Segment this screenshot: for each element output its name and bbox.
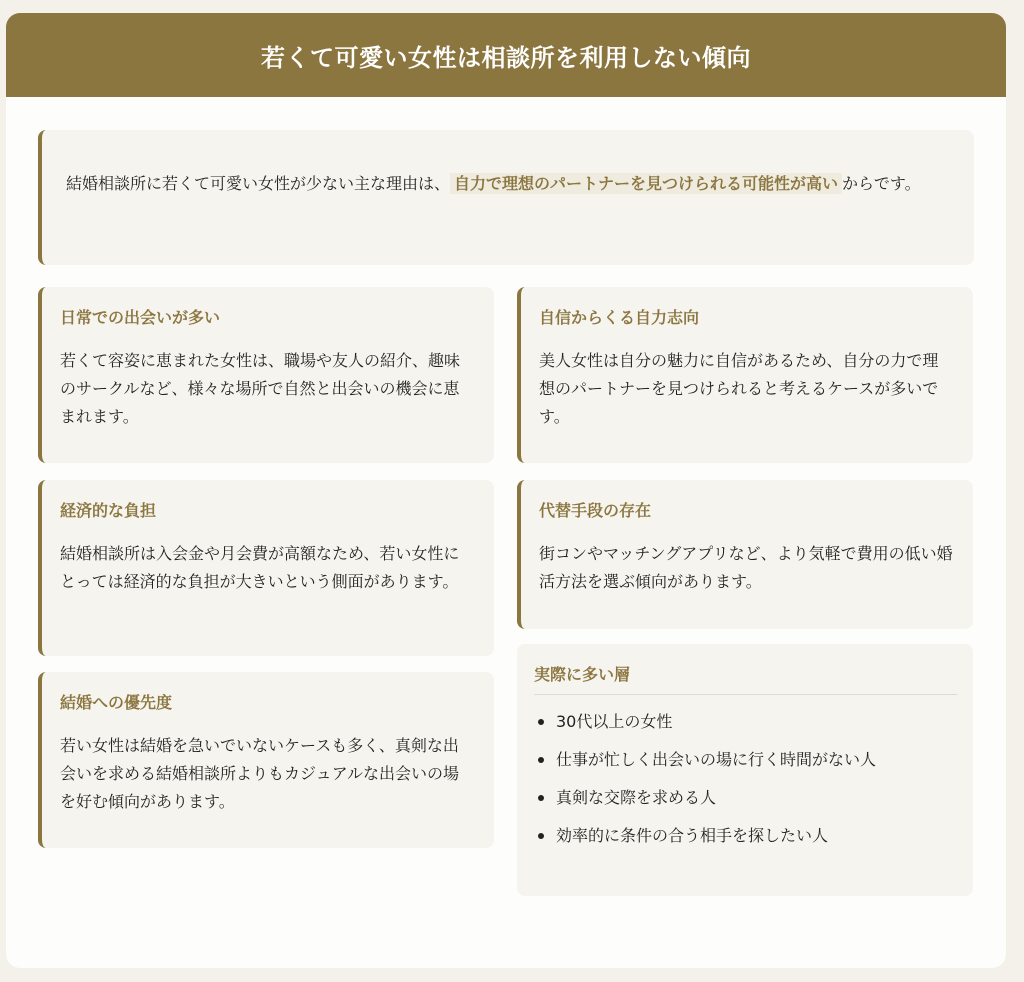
card-financial-burden bbox=[38, 480, 494, 656]
card-body: 若くて容姿に恵まれた女性は、職場や友人の紹介、趣味のサークルなど、様々な場所で自然と出会いの機会に恵まれます。 bbox=[60, 351, 461, 426]
card-body: 美人女性は自分の魅力に自信があるため、自分の力で理想のパートナーを見つけられると考えるケースが多いです。 bbox=[539, 351, 939, 426]
card-body: 結婚相談所は入会金や月会費が高額なため、若い女性にとっては経済的な負担が大きいという側面があります。 bbox=[60, 544, 460, 591]
intro-text-before: 結婚相談所に若くて可愛い女性が少ない主な理由は、 bbox=[66, 174, 451, 193]
list-item: 仕事が忙しく出会いの場に行く時間がない人 bbox=[534, 749, 957, 771]
card-self-reliance bbox=[517, 287, 973, 463]
card-title: 代替手段の存在 bbox=[539, 501, 652, 520]
card-alternatives bbox=[517, 480, 973, 629]
card-title: 自信からくる自力志向 bbox=[539, 308, 700, 327]
intro-box bbox=[38, 130, 974, 265]
card-title: 結婚への優先度 bbox=[60, 693, 173, 712]
list-item: 30代以上の女性 bbox=[534, 711, 957, 733]
header-banner bbox=[6, 13, 1006, 97]
page-title: 若くて可愛い女性は相談所を利用しない傾向 bbox=[261, 43, 751, 72]
card-common-members bbox=[517, 644, 973, 896]
content-panel bbox=[6, 13, 1006, 968]
card-body: 街コンやマッチングアプリなど、より気軽で費用の低い婚活方法を選ぶ傾向があります。 bbox=[539, 544, 953, 591]
list-title: 実際に多い層 bbox=[534, 664, 957, 695]
card-title: 経済的な負担 bbox=[60, 501, 157, 520]
list-item: 真剣な交際を求める人 bbox=[534, 787, 957, 809]
card-title: 日常での出会いが多い bbox=[60, 308, 221, 327]
card-daily-encounters bbox=[38, 287, 494, 463]
card-marriage-priority bbox=[38, 672, 494, 848]
intro-highlight: 自力で理想のパートナーを見つけられる可能性が高い bbox=[450, 173, 842, 194]
list-item: 効率的に条件の合う相手を探したい人 bbox=[534, 825, 957, 847]
member-list bbox=[534, 711, 957, 847]
card-body: 若い女性は結婚を急いでいないケースも多く、真剣な出会いを求める結婚相談所よりもカジュアルな出会いの場を好む傾向があります。 bbox=[60, 736, 460, 811]
intro-text-after: からです。 bbox=[842, 174, 921, 193]
